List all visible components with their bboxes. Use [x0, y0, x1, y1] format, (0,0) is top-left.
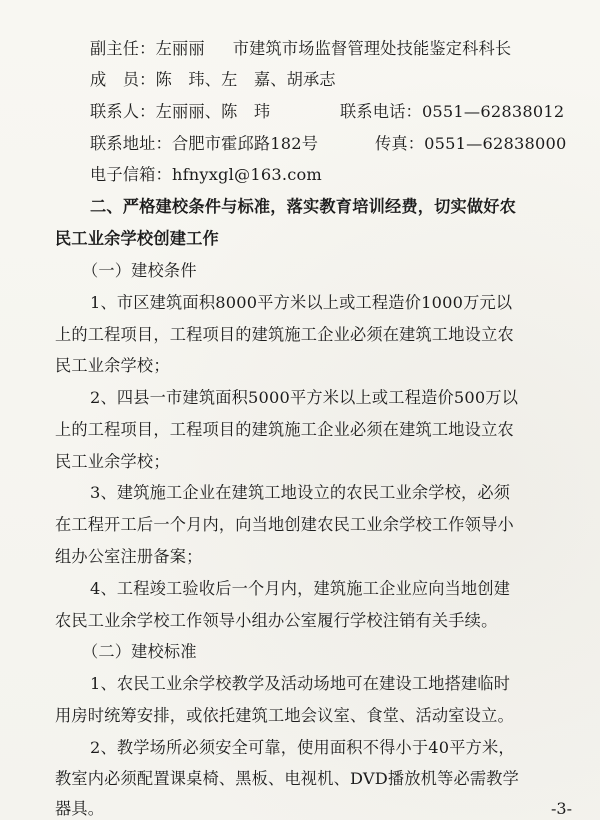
standard-item2-line2: 教室内必须配置课桌椅、黑板、电视机、DVD播放机等必需教学 [55, 769, 520, 788]
condition-item2-line3: 民工业余学校； [55, 452, 170, 471]
section-heading-line2: 民工业余学校创建工作 [55, 229, 219, 248]
standard-item1-line2: 用房时统筹安排，或依托建筑工地会议室、食堂、活动室设立。 [55, 706, 514, 725]
section-heading-line1: 二、严格建校条件与标准，落实教育培训经费，切实做好农 [90, 197, 517, 216]
contact-person-label: 联系人： [90, 102, 156, 121]
members-label: 成 员： [90, 70, 156, 89]
standard-item2-line1: 2、教学场所必须安全可靠，使用面积不得小于40平方米， [90, 738, 515, 757]
condition-item4-line1: 4、工程竣工验收后一个月内，建筑施工企业应向当地创建 [90, 579, 511, 598]
address-label: 联系地址： [90, 134, 172, 153]
members-line [90, 69, 336, 91]
fax-value: 0551—62838000 [424, 134, 567, 153]
vice-director-title: 市建筑市场监督管理处技能鉴定科科长 [232, 39, 512, 58]
standard-item2-line3: 器具。 [55, 799, 105, 818]
subsection-title-standards: （二）建校标准 [82, 642, 197, 661]
condition-item3-line1: 3、建筑施工企业在建筑工地设立的农民工业余学校，必须 [90, 483, 511, 502]
phone-value: 0551—62838012 [421, 102, 565, 121]
address-line [90, 133, 318, 155]
contact-person-value: 左丽丽、陈 玮 [155, 102, 271, 121]
phone-line [340, 101, 564, 123]
page-number: -3- [551, 799, 572, 818]
members-value: 陈 玮、左 嘉、胡承志 [155, 70, 336, 89]
condition-item3-line2: 在工程开工后一个月内，向当地创建农民工业余学校工作领导小 [55, 515, 514, 534]
condition-item4-line2: 农民工业余学校工作领导小组办公室履行学校注销有关手续。 [55, 611, 498, 630]
email-line [90, 164, 322, 186]
condition-item1-line2: 上的工程项目，工程项目的建筑施工企业必须在建筑工地设立农 [55, 325, 514, 344]
fax-label: 传真： [375, 134, 425, 153]
subsection-title-conditions: （一）建校条件 [82, 261, 197, 280]
email-value: hfnyxgl@163.com [171, 165, 322, 184]
condition-item1-line1: 1、市区建筑面积8000平方米以上或工程造价1000万元以 [90, 293, 513, 312]
address-value: 合肥市霍邱路182号 [171, 134, 319, 153]
standard-item1-line1: 1、农民工业余学校教学及活动场地可在建设工地搭建临时 [90, 674, 511, 693]
condition-item2-line2: 上的工程项目，工程项目的建筑施工企业必须在建筑工地设立农 [55, 420, 514, 439]
condition-item3-line3: 组办公室注册备案； [55, 547, 203, 566]
condition-item1-line3: 民工业余学校； [55, 356, 170, 375]
phone-label: 联系电话： [340, 102, 422, 121]
contact-person-line [90, 101, 270, 123]
vice-director-label: 副主任： [90, 39, 156, 58]
fax-line [375, 133, 567, 155]
email-label: 电子信箱： [90, 165, 172, 184]
condition-item2-line1: 2、四县一市建筑面积5000平方米以上或工程造价500万以 [90, 388, 519, 407]
vice-director-line [90, 38, 511, 60]
vice-director-name: 左丽丽 [155, 39, 205, 58]
